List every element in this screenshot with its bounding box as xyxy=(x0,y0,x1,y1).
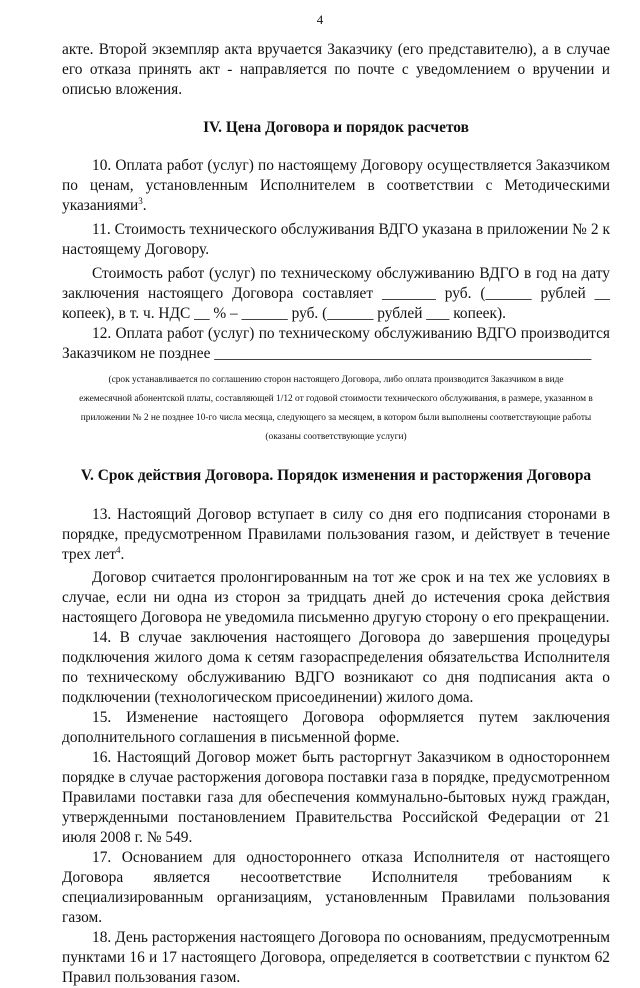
clause-10-text: 10. Оплата работ (услуг) по настоящему Договору осуществляется Заказчиком по ценам, установленным Исполнителем в соответствии с Методическими указаниями xyxy=(62,157,610,214)
footnote-ref-3: 3 xyxy=(138,195,143,206)
clause-14: 14. В случае заключения настоящего Договора до завершения процедуры подключения жилого дома к сетям газораспределения обязательства Исполнителя по техническому обслуживанию ВДГО возникают со дня подписания акта о подключении (технологическом присоединении) жилого дома. xyxy=(62,629,610,706)
clause-10-end: . xyxy=(142,197,147,214)
clause-12: 12. Оплата работ (услуг) по техническому обслуживанию ВДГО производится Заказчиком не позднее _________________________________________________ xyxy=(62,325,610,362)
clause-13-prolongation: Договор считается пролонгированным на тот же срок и на тех же условиях в случае, если ни одна из сторон за тридцать дней до истечения срока действия настоящего Договора не уведомила письменно другую сторону о его прекращении. xyxy=(62,569,610,626)
clause-10 xyxy=(62,156,610,216)
clause-17: 17. Основанием для одностороннего отказа Исполнителя от настоящего Договора является несоответствие Исполнителя требованиям к специализированным организациям, установленным Правилами пользования газом. xyxy=(62,849,610,926)
clause-11: 11. Стоимость технического обслуживания ВДГО указана в приложении № 2 к настоящему Договору. xyxy=(62,221,610,258)
clause-15: 15. Изменение настоящего Договора оформляется путем заключения дополнительного соглашения в письменной форме. xyxy=(62,709,610,746)
note-line-2: ежемесячной абонентской платы, составляющей 1/12 от годовой стоимости технического обслуживания, в размере, указанном в xyxy=(79,394,593,404)
intro-paragraph: акте. Второй экземпляр акта вручается Заказчику (его представителю), а в случае его отказа принять акт - направляется по почте с уведомлением о вручении и описью вложения. xyxy=(62,41,610,98)
footnote-ref-4: 4 xyxy=(116,544,121,555)
note-line-4: (оказаны соответствующие услуги) xyxy=(265,432,407,442)
document-body xyxy=(62,40,610,988)
section-iv-heading: IV. Цена Договора и порядок расчетов xyxy=(203,119,469,136)
page-number: 4 xyxy=(316,12,324,27)
clause-18: 18. День расторжения настоящего Договора по основаниям, предусмотренным пунктами 16 и 17 настоящего Договора, определяется в соответствии с пунктом 62 Правил пользования газом. xyxy=(62,929,610,986)
clause-13-end: . xyxy=(120,546,125,563)
section-v-heading: V. Срок действия Договора. Порядок изменения и расторжения Договора xyxy=(80,467,592,484)
clause-11-cost: Стоимость работ (услуг) по техническому обслуживанию ВДГО в год на дату заключения настоящего Договора составляет _______ руб. (______ рублей __ копеек), в т. ч. НДС __ % – ______ руб. (______ рублей ___ копеек). xyxy=(62,265,610,322)
clause-13-text: 13. Настоящий Договор вступает в силу со дня его подписания сторонами в порядке, предусмотренном Правилами пользования газом, и действует в течение трех лет xyxy=(62,506,610,563)
note-line-1: (срок устанавливается по соглашению сторон настоящего Договора, либо оплата производится Заказчиком в виде xyxy=(108,375,564,385)
note-line-3: приложении № 2 не позднее 10-го числа месяца, следующего за месяцем, в котором были выполнены соответствующие работы xyxy=(80,413,592,423)
clause-16: 16. Настоящий Договор может быть расторгнут Заказчиком в одностороннем порядке в случае расторжения договора поставки газа в порядке, предусмотренном Правилами поставки газа для обеспечения коммунально-бытовых нужд граждан, утвержденными постановлением Правительства Российской Федерации от 21 июля 2008 г. № 549. xyxy=(62,749,610,846)
payment-term-note xyxy=(62,371,610,447)
clause-13 xyxy=(62,505,610,565)
